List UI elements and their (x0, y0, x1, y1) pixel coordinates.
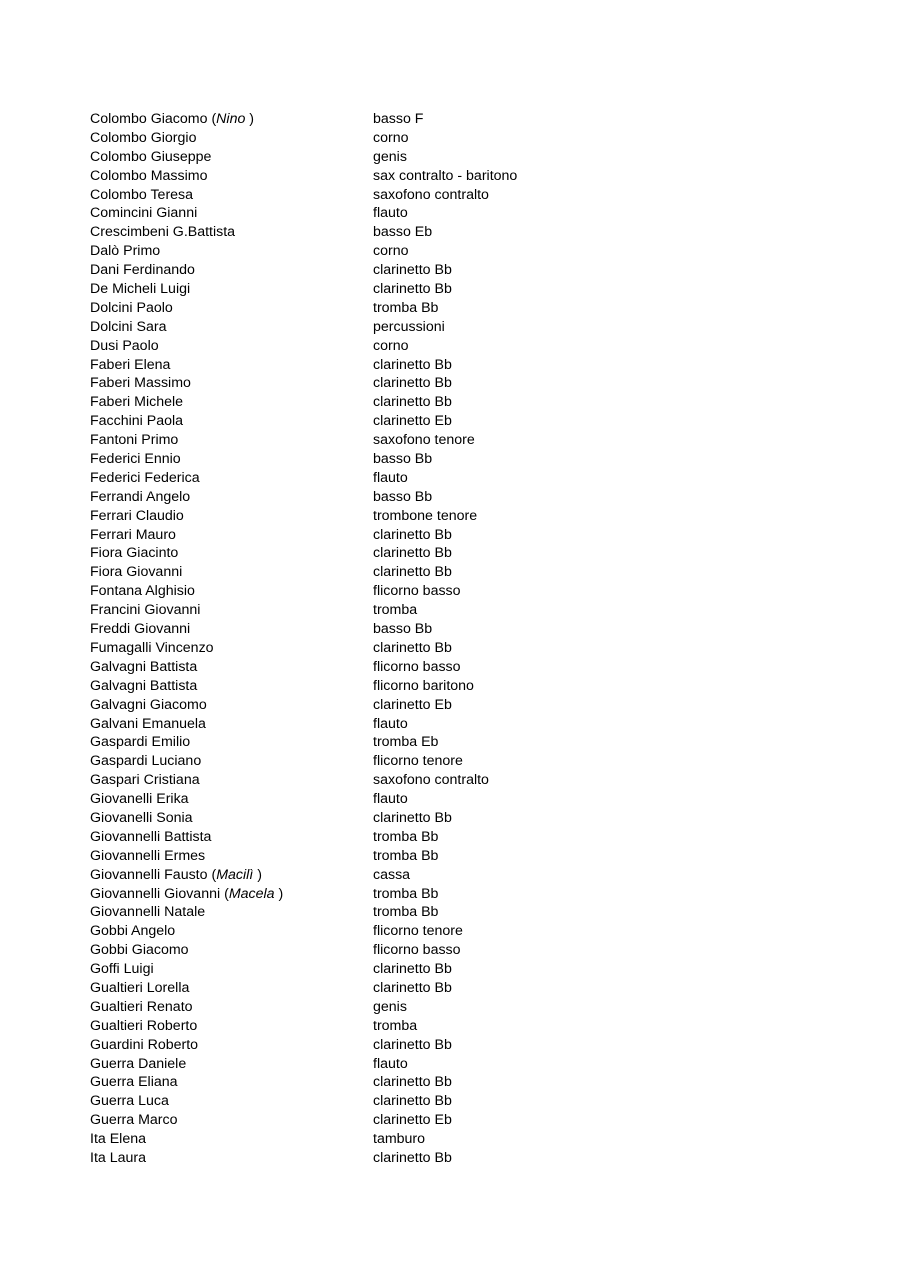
roster-row (90, 639, 650, 658)
musician-instrument: clarinetto Bb (373, 1074, 452, 1091)
musician-name-cell (90, 1036, 370, 1055)
musician-instrument: percussioni (373, 318, 445, 335)
musician-roster (90, 110, 650, 1168)
musician-instrument: tromba Bb (373, 299, 439, 316)
roster-row (90, 658, 650, 677)
musician-name-cell (90, 847, 370, 866)
musician-instrument: flicorno tenore (373, 923, 463, 940)
musician-instrument: clarinetto Bb (373, 281, 452, 298)
musician-name-cell (90, 563, 370, 582)
musician-instrument: tromba Bb (373, 847, 439, 864)
roster-row (90, 223, 650, 242)
musician-name: Guerra Marco (90, 1112, 178, 1129)
musician-name: Faberi Michele (90, 394, 184, 411)
roster-row (90, 450, 650, 469)
musician-name: De Micheli Luigi (90, 281, 191, 298)
musician-name-cell (90, 261, 370, 280)
musician-name-cell (90, 526, 370, 545)
musician-instrument: corno (373, 243, 409, 260)
roster-row (90, 204, 650, 223)
roster-row (90, 941, 650, 960)
musician-instrument: tromba Bb (373, 904, 439, 921)
musician-instrument: flicorno baritono (373, 677, 474, 694)
musician-name: Faberi Massimo (90, 375, 191, 392)
roster-row (90, 393, 650, 412)
musician-name: Dani Ferdinando (90, 262, 195, 279)
musician-name: Gualtieri Lorella (90, 979, 190, 996)
musician-name: Comincini Gianni (90, 205, 198, 222)
roster-row (90, 469, 650, 488)
musician-name: Federici Federica (90, 469, 200, 486)
roster-row (90, 1036, 650, 1055)
roster-row (90, 960, 650, 979)
musician-instrument: flauto (373, 715, 408, 732)
musician-name-cell: Giovannelli Fausto (Macilì ) (90, 866, 262, 883)
musician-name: Fiora Giacinto (90, 545, 179, 562)
roster-row (90, 526, 650, 545)
musician-instrument: clarinetto Eb (373, 696, 452, 713)
musician-name-cell (90, 1017, 370, 1036)
musician-name-cell (90, 167, 370, 186)
musician-instrument: tromba Eb (373, 734, 439, 751)
musician-name-cell (90, 790, 370, 809)
musician-name: Ita Elena (90, 1131, 147, 1148)
musician-name-cell (90, 393, 370, 412)
musician-name-cell (90, 469, 370, 488)
musician-name: Giovannelli Natale (90, 904, 206, 921)
musician-instrument: clarinetto Bb (373, 1149, 452, 1166)
roster-row (90, 1092, 650, 1111)
roster-row (90, 979, 650, 998)
musician-name-cell (90, 620, 370, 639)
musician-instrument: tromba (373, 602, 418, 619)
musician-instrument: tromba Bb (373, 828, 439, 845)
musician-name: Guardini Roberto (90, 1036, 199, 1053)
musician-name-cell (90, 204, 370, 223)
roster-row (90, 1017, 650, 1036)
musician-name-cell (90, 582, 370, 601)
musician-name-cell (90, 186, 370, 205)
musician-instrument: flicorno tenore (373, 753, 463, 770)
musician-name: Goffi Luigi (90, 961, 154, 978)
musician-name-cell (90, 903, 370, 922)
musician-instrument: basso Bb (373, 621, 433, 638)
musician-name-cell (90, 318, 370, 337)
musician-name: Gaspardi Emilio (90, 734, 191, 751)
musician-name: Colombo Massimo (90, 167, 208, 184)
musician-instrument: clarinetto Bb (373, 1093, 452, 1110)
musician-name: Facchini Paola (90, 413, 184, 430)
musician-instrument: cassa (373, 866, 411, 883)
musician-name-cell (90, 828, 370, 847)
roster-row (90, 809, 650, 828)
roster-row (90, 620, 650, 639)
musician-name: Giovanelli Erika (90, 791, 189, 808)
musician-instrument: flicorno basso (373, 583, 461, 600)
musician-name: Galvagni Giacomo (90, 696, 207, 713)
musician-instrument: clarinetto Eb (373, 1112, 452, 1129)
musician-instrument: flauto (373, 791, 408, 808)
roster-row (90, 318, 650, 337)
musician-instrument: flauto (373, 469, 408, 486)
musician-name: Guerra Luca (90, 1093, 169, 1110)
musician-instrument: clarinetto Bb (373, 809, 452, 826)
roster-row (90, 129, 650, 148)
musician-name: Colombo Giuseppe (90, 148, 212, 165)
musician-instrument: sax contralto - baritono (373, 167, 518, 184)
musician-name: Fantoni Primo (90, 432, 179, 449)
musician-name-cell (90, 658, 370, 677)
musician-instrument: tamburo (373, 1131, 426, 1148)
musician-name: Giovanelli Sonia (90, 809, 193, 826)
roster-row (90, 280, 650, 299)
musician-name-cell (90, 148, 370, 167)
roster-row (90, 771, 650, 790)
roster-row (90, 715, 650, 734)
roster-row (90, 847, 650, 866)
musician-name-cell (90, 356, 370, 375)
roster-row (90, 431, 650, 450)
musician-name-cell (90, 733, 370, 752)
roster-row (90, 167, 650, 186)
musician-name-cell (90, 809, 370, 828)
musician-instrument: saxofono contralto (373, 772, 489, 789)
musician-instrument: clarinetto Bb (373, 1036, 452, 1053)
musician-name-cell (90, 412, 370, 431)
roster-row (90, 903, 650, 922)
musician-nickname: Macela (228, 885, 275, 902)
musician-name: Ferrari Claudio (90, 507, 184, 524)
musician-name: Gualtieri Renato (90, 998, 193, 1015)
musician-name-cell (90, 601, 370, 620)
musician-name: Gobbi Angelo (90, 923, 176, 940)
musician-instrument: flauto (373, 205, 408, 222)
musician-name-cell (90, 223, 370, 242)
roster-row (90, 922, 650, 941)
musician-name: Galvagni Battista (90, 658, 198, 675)
musician-name: Freddi Giovanni (90, 621, 191, 638)
musician-name: Ferrandi Angelo (90, 488, 191, 505)
musician-name: Gaspardi Luciano (90, 753, 202, 770)
musician-name-cell (90, 280, 370, 299)
musician-instrument: basso Bb (373, 488, 433, 505)
musician-name: Francini Giovanni (90, 602, 201, 619)
musician-instrument: basso Bb (373, 451, 433, 468)
musician-name-cell (90, 1130, 370, 1149)
musician-instrument: genis (373, 148, 407, 165)
musician-instrument: clarinetto Bb (373, 356, 452, 373)
roster-row (90, 186, 650, 205)
musician-name-cell (90, 1111, 370, 1130)
roster-row (90, 148, 650, 167)
musician-instrument: clarinetto Bb (373, 375, 452, 392)
roster-row (90, 1130, 650, 1149)
musician-name: Fontana Alghisio (90, 583, 195, 600)
musician-name-cell (90, 979, 370, 998)
musician-name-cell (90, 129, 370, 148)
musician-name-cell (90, 1149, 370, 1168)
roster-row (90, 677, 650, 696)
musician-nickname: Nino (216, 111, 246, 127)
musician-name-cell (90, 639, 370, 658)
roster-row (90, 261, 650, 280)
roster-row (90, 828, 650, 847)
musician-name-cell (90, 488, 370, 507)
musician-name-cell: Giovannelli Giovanni (Macela ) (90, 885, 284, 902)
musician-instrument: clarinetto Bb (373, 961, 452, 978)
musician-name: Fiora Giovanni (90, 564, 183, 581)
musician-name-cell (90, 752, 370, 771)
musician-name-cell (90, 1073, 370, 1092)
roster-row (90, 1149, 650, 1168)
musician-name-cell (90, 941, 370, 960)
musician-name: Giovannelli Giovanni (90, 885, 221, 902)
musician-instrument: tromba Bb (373, 885, 439, 902)
musician-instrument: clarinetto Bb (373, 526, 452, 543)
musician-instrument: basso F (373, 111, 424, 127)
roster-row (90, 866, 650, 885)
roster-row (90, 374, 650, 393)
musician-name: Colombo Giacomo (90, 111, 208, 127)
roster-row (90, 242, 650, 261)
musician-name: Dolcini Paolo (90, 299, 173, 316)
roster-row (90, 1073, 650, 1092)
musician-name-cell (90, 299, 370, 318)
musician-name-cell (90, 998, 370, 1017)
musician-name-cell (90, 242, 370, 261)
roster-row (90, 601, 650, 620)
musician-instrument: tromba (373, 1017, 418, 1034)
musician-name: Ferrari Mauro (90, 526, 176, 543)
roster-row (90, 544, 650, 563)
roster-row (90, 582, 650, 601)
musician-name: Galvagni Battista (90, 677, 198, 694)
musician-name-cell (90, 431, 370, 450)
musician-name-cell (90, 922, 370, 941)
roster-row (90, 356, 650, 375)
musician-name: Giovannelli Battista (90, 828, 212, 845)
musician-instrument: clarinetto Bb (373, 545, 452, 562)
musician-instrument: clarinetto Bb (373, 564, 452, 581)
musician-instrument: flicorno basso (373, 658, 461, 675)
roster-row (90, 412, 650, 431)
roster-row (90, 998, 650, 1017)
roster-row (90, 110, 650, 129)
roster-row (90, 790, 650, 809)
musician-name: Colombo Giorgio (90, 129, 197, 146)
musician-name: Guerra Daniele (90, 1055, 187, 1072)
musician-name-cell (90, 450, 370, 469)
musician-instrument: flicorno basso (373, 942, 461, 959)
musician-name: Giovannelli Fausto (90, 866, 208, 883)
musician-name-cell (90, 1092, 370, 1111)
roster-row (90, 752, 650, 771)
musician-name-cell (90, 677, 370, 696)
roster-row (90, 885, 650, 904)
musician-instrument: genis (373, 998, 407, 1015)
musician-name-cell (90, 1055, 370, 1074)
musician-name-cell (90, 337, 370, 356)
roster-row (90, 733, 650, 752)
musician-instrument: clarinetto Bb (373, 979, 452, 996)
musician-name-cell (90, 715, 370, 734)
musician-instrument: basso Eb (373, 224, 433, 241)
musician-nickname: Macilì (216, 866, 254, 883)
musician-name: Gobbi Giacomo (90, 942, 189, 959)
musician-name: Dusi Paolo (90, 337, 159, 354)
musician-name: Dalò Primo (90, 243, 161, 260)
musician-instrument: clarinetto Eb (373, 413, 452, 430)
musician-name-cell (90, 544, 370, 563)
roster-row (90, 1055, 650, 1074)
roster-row (90, 696, 650, 715)
musician-name: Crescimbeni G.Battista (90, 224, 236, 241)
musician-instrument: saxofono contralto (373, 186, 489, 203)
musician-name: Giovannelli Ermes (90, 847, 206, 864)
musician-name: Gualtieri Roberto (90, 1017, 198, 1034)
musician-name: Federici Ennio (90, 451, 181, 468)
roster-row (90, 337, 650, 356)
musician-name: Faberi Elena (90, 356, 171, 373)
musician-instrument: clarinetto Bb (373, 394, 452, 411)
musician-instrument: saxofono tenore (373, 432, 475, 449)
musician-instrument: clarinetto Bb (373, 262, 452, 279)
musician-name-cell (90, 507, 370, 526)
roster-row (90, 1111, 650, 1130)
musician-name: Guerra Eliana (90, 1074, 178, 1091)
musician-instrument: corno (373, 337, 409, 354)
roster-row (90, 299, 650, 318)
musician-name: Dolcini Sara (90, 318, 167, 335)
musician-instrument: flauto (373, 1055, 408, 1072)
roster-row (90, 507, 650, 526)
musician-name-cell (90, 771, 370, 790)
musician-name: Colombo Teresa (90, 186, 194, 203)
musician-name: Fumagalli Vincenzo (90, 639, 214, 656)
musician-name-cell (90, 960, 370, 979)
musician-name: Galvani Emanuela (90, 715, 206, 732)
roster-row (90, 488, 650, 507)
musician-instrument: corno (373, 129, 409, 146)
musician-name: Gaspari Cristiana (90, 772, 200, 789)
musician-instrument: clarinetto Bb (373, 639, 452, 656)
musician-name-cell: Colombo Giacomo (Nino ) (90, 111, 255, 127)
musician-name-cell (90, 696, 370, 715)
roster-row (90, 563, 650, 582)
musician-name-cell (90, 374, 370, 393)
musician-instrument: trombone tenore (373, 507, 478, 524)
musician-name: Ita Laura (90, 1149, 147, 1166)
